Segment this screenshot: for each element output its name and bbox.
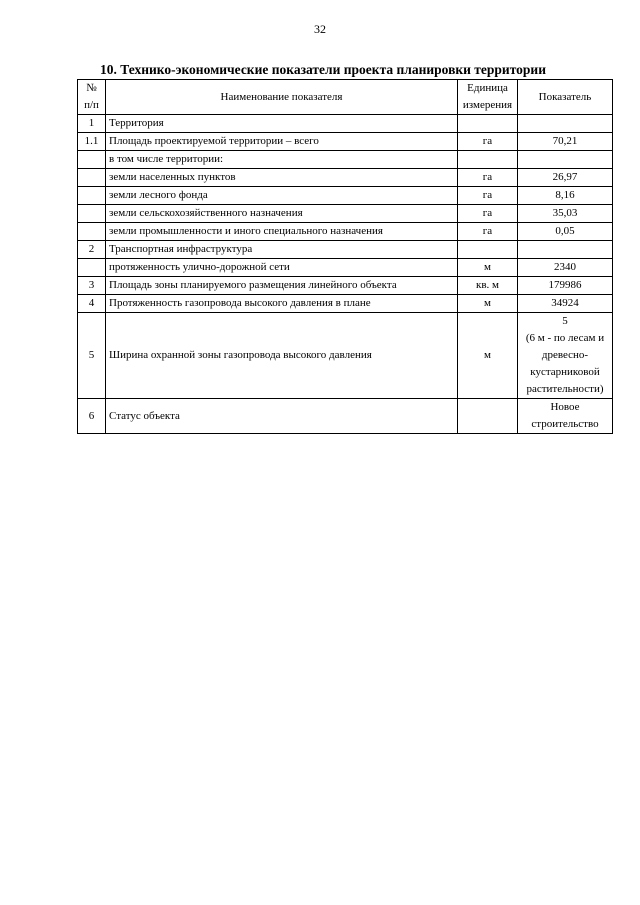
row-value: 2340 [518,259,613,277]
row-number: 3 [78,277,106,295]
table-row [78,187,613,205]
row-number [78,223,106,241]
row-unit: га [458,187,518,205]
row-value [518,151,613,169]
table-row [78,241,613,259]
table-row [78,277,613,295]
row-name: Протяженность газопровода высокого давления в плане [106,295,458,313]
row-value [518,399,613,434]
row-value-line: древесно- [541,349,589,361]
row-unit: кв. м [458,277,518,295]
row-number: 5 [78,313,106,399]
header-unit-line1: Единица [467,82,508,94]
row-value: 26,97 [518,169,613,187]
row-name: земли сельскохозяйственного назначения [106,205,458,223]
row-name: Площадь проектируемой территории – всего [106,133,458,151]
row-value-line: растительности) [526,383,604,395]
row-value-line: (6 м - по лесам и [525,332,605,344]
row-unit: га [458,169,518,187]
document-title: 10. Технико-экономические показатели проекта планировки территории [100,62,546,77]
row-value [518,115,613,133]
row-number [78,187,106,205]
row-unit [458,115,518,133]
row-name: Ширина охранной зоны газопровода высокого давления [106,313,458,399]
row-name: Территория [106,115,458,133]
row-number [78,151,106,169]
table-row [78,133,613,151]
row-value: 8,16 [518,187,613,205]
header-number-line2: п/п [84,99,99,111]
header-value: Показатель [518,80,613,115]
row-value-line: кустарниковой [530,366,600,378]
row-value [518,241,613,259]
table-row [78,295,613,313]
row-value: 179986 [518,277,613,295]
row-unit [458,241,518,259]
row-unit: м [458,313,518,399]
row-name: Транспортная инфраструктура [106,241,458,259]
table-row [78,169,613,187]
row-value: 70,21 [518,133,613,151]
row-name: земли лесного фонда [106,187,458,205]
row-number: 2 [78,241,106,259]
header-number [78,80,106,115]
row-number: 1 [78,115,106,133]
row-name: в том числе территории: [106,151,458,169]
row-value: 0,05 [518,223,613,241]
indicators-table [77,79,613,434]
row-unit: м [458,259,518,277]
row-unit: га [458,133,518,151]
row-unit: м [458,295,518,313]
row-number: 6 [78,399,106,434]
row-number [78,259,106,277]
page-number: 32 [314,22,326,36]
table-row [78,223,613,241]
row-name: земли населенных пунктов [106,169,458,187]
table-row [78,151,613,169]
row-number: 1.1 [78,133,106,151]
row-unit: га [458,223,518,241]
header-number-line1: № [86,82,97,94]
header-name: Наименование показателя [106,80,458,115]
table-row [78,115,613,133]
row-name: Площадь зоны планируемого размещения линейного объекта [106,277,458,295]
row-value-line: строительство [531,418,599,430]
table-header-row [78,80,613,115]
table-row [78,313,613,399]
row-number [78,205,106,223]
header-unit-line2: измерения [462,99,513,111]
row-number [78,169,106,187]
row-name: Статус объекта [106,399,458,434]
row-unit [458,399,518,434]
table-row [78,259,613,277]
row-name: земли промышленности и иного специального назначения [106,223,458,241]
row-number: 4 [78,295,106,313]
table-row [78,205,613,223]
table-row [78,399,613,434]
row-value [518,313,613,399]
row-unit [458,151,518,169]
row-value: 35,03 [518,205,613,223]
row-value-line: 5 [562,315,568,327]
header-unit [458,80,518,115]
row-value-line: Новое [550,401,580,413]
row-value: 34924 [518,295,613,313]
row-name: протяженность улично-дорожной сети [106,259,458,277]
row-unit: га [458,205,518,223]
